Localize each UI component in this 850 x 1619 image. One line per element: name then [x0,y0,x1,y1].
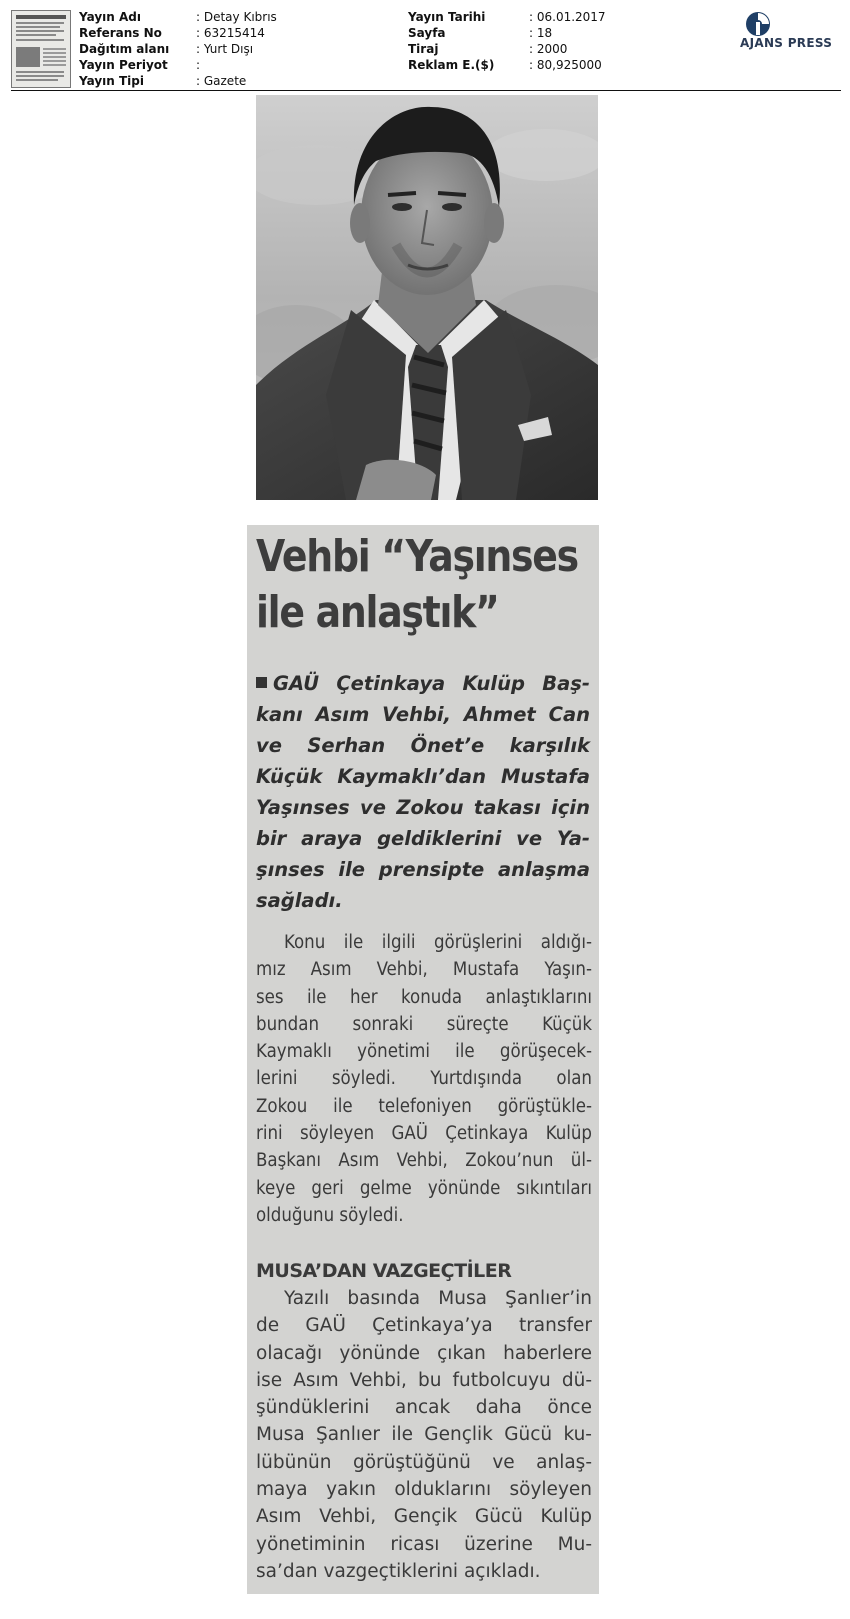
meta-label: Reklam E.($) [408,58,495,72]
body-line: olacağı yönünde çıkan haberlere [256,1342,592,1364]
meta-label: Yayın Tipi [79,74,144,88]
body-line: Başkanı Asım Vehbi, Zokou’nun ül- [256,1150,592,1172]
body-line: Kaymaklı yönetimi ile görüşecek- [256,1041,592,1063]
meta-value: : 06.01.2017 [529,10,606,24]
meta-row [79,41,277,57]
body-line: lübünün görüştüğünü ve anlaş- [256,1451,592,1473]
body-line: ise Asım Vehbi, bu futbolcuyu dü- [256,1369,592,1391]
meta-row [408,9,606,25]
publication-meta-right [408,9,606,73]
article-body-paragraph-1 [256,929,592,1229]
lead-line [256,668,590,699]
logo-text: AJANS PRESS [740,36,833,50]
body-line: Musa Şanlıer ile Gençlik Gücü ku- [256,1424,592,1446]
header-divider [11,90,841,91]
body-line: de GAÜ Çetinkaya’ya transfer [256,1315,592,1337]
article-headline [256,529,578,641]
meta-value: : 80,925000 [529,58,602,72]
lead-line: sağladı. [256,889,343,912]
meta-value: : Detay Kıbrıs [196,10,277,24]
body-line: Zokou ile telefoniyen görüştükle- [256,1095,592,1117]
meta-label: Yayın Periyot [79,58,168,72]
news-clipping [247,525,599,1594]
meta-label: Dağıtım alanı [79,42,170,56]
meta-label: Yayın Adı [79,10,141,24]
meta-row [408,57,606,73]
body-line: keye geri gelme yönünde sıkıntıları [256,1177,592,1199]
body-line: maya yakın olduklarını söyleyen [256,1479,592,1501]
meta-row [79,25,277,41]
lead-line: Yaşınses ve Zokou takası için [256,796,590,819]
meta-row [408,25,606,41]
lead-line: Küçük Kaymaklı’dan Mustafa [256,765,590,788]
article-lead [256,668,590,916]
meta-row [79,73,277,89]
body-line: Yazılı basında Musa Şanlıer’in [284,1288,592,1309]
meta-label: Yayın Tarihi [408,10,486,24]
meta-value: : 18 [529,26,553,40]
logo-mark-icon [745,11,771,37]
body-line: lerini söyledi. Yurtdışında olan [256,1068,592,1090]
meta-value: : Yurt Dışı [196,42,254,56]
lead-line: bir araya geldiklerini ve Ya- [256,827,590,850]
meta-row [408,41,606,57]
headline-line: ile anlaştık” [256,587,499,638]
meta-label: Sayfa [408,26,446,40]
meta-row [79,57,277,73]
ajans-press-logo [740,11,840,51]
body-line: yönetiminin ricası üzerine Mu- [256,1533,592,1555]
bullet-square-icon [256,677,267,688]
portrait-photo [256,95,598,500]
publication-meta-left [79,9,277,89]
lead-line: kanı Asım Vehbi, Ahmet Can [256,703,590,726]
body-line: bundan sonraki süreçte Küçük [256,1013,592,1035]
meta-row [79,9,277,25]
article-body-paragraph-2 [256,1285,592,1585]
meta-value: : Gazete [196,74,247,88]
meta-value: : [196,58,201,72]
body-line: şündüklerini ancak daha önce [256,1397,592,1419]
page-thumbnail [11,10,71,88]
body-line: mız Asım Vehbi, Mustafa Yaşın- [256,959,592,981]
body-line: ses ile her konuda anlaştıklarını [256,986,592,1008]
meta-label: Referans No [79,26,162,40]
body-line: rini söyleyen GAÜ Çetinkaya Kulüp [256,1123,592,1145]
article-subheading: MUSA’DAN VAZGEÇTİLER [256,1260,512,1282]
body-line: Asım Vehbi, Gençik Gücü Kulüp [256,1506,592,1528]
body-line: sa’dan vazgeçtiklerini açıkladı. [256,1560,541,1582]
meta-label: Tiraj [408,42,439,56]
meta-value: : 2000 [529,42,568,56]
meta-value: : 63215414 [196,26,265,40]
headline-line: Vehbi “Yaşınses [256,531,578,582]
lead-line: şınses ile prensipte anlaşma [256,858,590,881]
body-line: Konu ile ilgili görüşlerini aldığı- [284,932,592,953]
body-line: olduğunu söyledi. [256,1204,404,1226]
lead-line: ve Serhan Önet’e karşılık [256,734,590,757]
lead-line-text: GAÜ Çetinkaya Kulüp Baş- [273,672,590,695]
